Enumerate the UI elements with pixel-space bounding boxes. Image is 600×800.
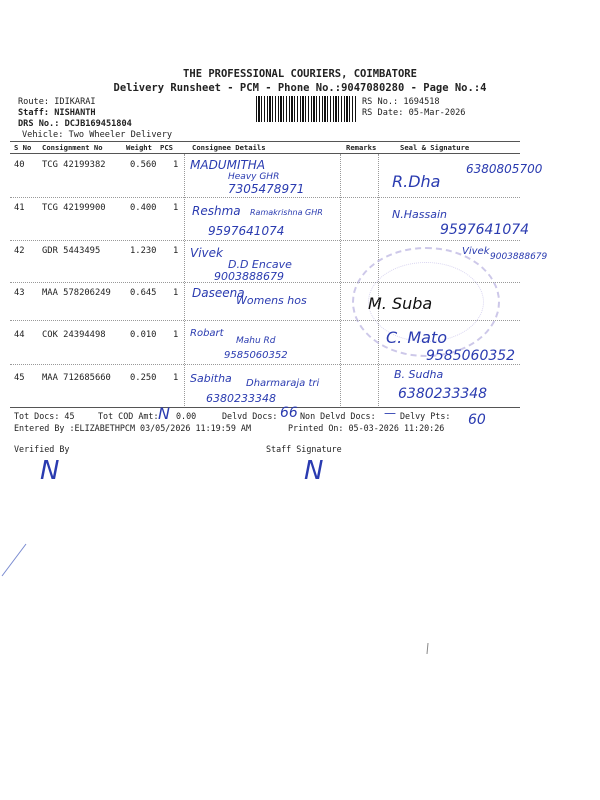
row-sno: 45 — [14, 373, 25, 383]
row-sno: 42 — [14, 246, 25, 256]
signature-phone: 9597641074 — [440, 222, 530, 238]
signature: B. Sudha — [394, 368, 444, 381]
signature-phone: 9585060352 — [426, 348, 516, 364]
col-consignee: Consignee Details — [192, 143, 266, 152]
row-consignment: MAA 578206249 — [42, 288, 111, 298]
consignee-note: Dharmaraja tri — [246, 378, 320, 389]
route-label: Route: IDIKARAI — [18, 97, 96, 107]
consignee-name: Daseena — [192, 286, 245, 300]
vehicle-label: Vehicle: Two Wheeler Delivery — [22, 130, 173, 140]
consignee-phone: 9003888679 — [214, 270, 284, 283]
signature: M. Suba — [368, 294, 433, 313]
consignee-note: Mahu Rd — [236, 336, 276, 346]
delivered-docs-label: Delvd Docs: — [222, 411, 278, 421]
row-pcs: 1 — [173, 288, 179, 298]
signature-phone: 9003888679 — [490, 252, 548, 262]
column-divider — [184, 154, 185, 406]
total-cod-label: Tot COD Amt: — [98, 411, 159, 421]
printed-on: Printed On: 05-03-2026 11:20:26 — [288, 423, 445, 433]
signature: Vivek — [462, 246, 490, 257]
header-top-rule — [10, 141, 520, 142]
signature-phone: 6380233348 — [398, 386, 488, 402]
row-consignment: TCG 42199382 — [42, 160, 106, 170]
staff-label: Staff: NISHANTH — [18, 108, 96, 118]
row-pcs: 1 — [173, 203, 179, 213]
row-weight: 1.230 — [130, 246, 157, 256]
company-title: THE PROFESSIONAL COURIERS, COIMBATORE — [183, 68, 417, 80]
delivery-points-label: Delvy Pts: — [400, 411, 451, 421]
row-pcs: 1 — [173, 160, 179, 170]
row-sno: 41 — [14, 203, 25, 213]
col-sno: S No — [14, 143, 32, 152]
barcode-icon — [256, 96, 356, 122]
signature-phone: 6380805700 — [466, 162, 543, 176]
total-cod-value: 0.00 — [176, 411, 197, 421]
row-sno: 43 — [14, 288, 25, 298]
row-consignment: COK 24394498 — [42, 330, 106, 340]
row-divider — [10, 240, 520, 241]
row-weight: 0.250 — [130, 373, 157, 383]
consignee-name: MADUMITHA — [190, 158, 266, 172]
row-sno: 44 — [14, 330, 25, 340]
row-pcs: 1 — [173, 330, 179, 340]
row-consignment: MAA 712685660 — [42, 373, 111, 383]
row-pcs: 1 — [173, 373, 179, 383]
consignee-note: Ramakrishna GHR — [250, 208, 323, 217]
row-weight: 0.645 — [130, 288, 157, 298]
consignee-name: Sabitha — [190, 372, 232, 385]
consignee-phone: 7305478971 — [228, 182, 305, 196]
row-divider — [10, 320, 520, 321]
delivered-docs-handwritten: 66 — [280, 405, 298, 421]
header-bottom-rule — [10, 153, 520, 154]
consignee-name: Robart — [190, 328, 224, 339]
col-consignment: Consignment No — [42, 143, 103, 152]
staff-signature-label: Staff Signature — [266, 444, 342, 454]
signature: C. Mato — [386, 328, 448, 347]
row-weight: 0.010 — [130, 330, 157, 340]
pen-mark — [424, 642, 432, 656]
row-consignment: GDR 5443495 — [42, 246, 101, 256]
row-weight: 0.560 — [130, 160, 157, 170]
consignee-name: Vivek — [190, 246, 223, 260]
verified-signature: N — [40, 456, 60, 486]
row-weight: 0.400 — [130, 203, 157, 213]
rs-date: RS Date: 05-Mar-2026 — [362, 108, 466, 118]
delivery-points-handwritten: 60 — [468, 412, 486, 428]
consignee-phone: 6380233348 — [206, 392, 276, 405]
col-pcs: PCS — [160, 143, 173, 152]
rs-number: RS No.: 1694518 — [362, 97, 440, 107]
col-seal-signature: Seal & Signature — [400, 143, 470, 152]
row-consignment: TCG 42199900 — [42, 203, 106, 213]
consignee-note: D.D Encave — [228, 258, 292, 271]
pen-mark — [0, 540, 30, 580]
signature: N.Hassain — [392, 208, 447, 221]
total-docs: Tot Docs: 45 — [14, 411, 75, 421]
footer-top-rule — [10, 407, 520, 408]
consignee-phone: 9585060352 — [224, 350, 288, 361]
drs-label: DRS No.: DCJB169451804 — [18, 119, 132, 129]
consignee-phone: 9597641074 — [208, 224, 285, 238]
consignee-note: Heavy GHR — [228, 172, 280, 182]
row-divider — [10, 282, 520, 283]
runsheet-subtitle: Delivery Runsheet - PCM - Phone No.:9047080280 - Page No.:4 — [113, 82, 487, 94]
row-divider — [10, 197, 520, 198]
non-delivered-handwritten: — — [384, 406, 396, 420]
column-divider — [340, 154, 341, 406]
non-delivered-docs-label: Non Delvd Docs: — [300, 411, 376, 421]
cod-handwritten: N — [158, 404, 170, 423]
consignee-note: Womens hos — [236, 294, 307, 307]
consignee-name: Reshma — [192, 204, 241, 218]
row-sno: 40 — [14, 160, 25, 170]
staff-signature: N — [304, 456, 324, 486]
col-weight: Weight — [126, 143, 152, 152]
verified-by-label: Verified By — [14, 444, 70, 454]
col-remarks: Remarks — [346, 143, 377, 152]
row-divider — [10, 364, 520, 365]
entered-by: Entered By :ELIZABETHPCM 03/05/2026 11:19:59 AM — [14, 423, 251, 433]
signature: R.Dha — [392, 172, 441, 191]
row-pcs: 1 — [173, 246, 179, 256]
